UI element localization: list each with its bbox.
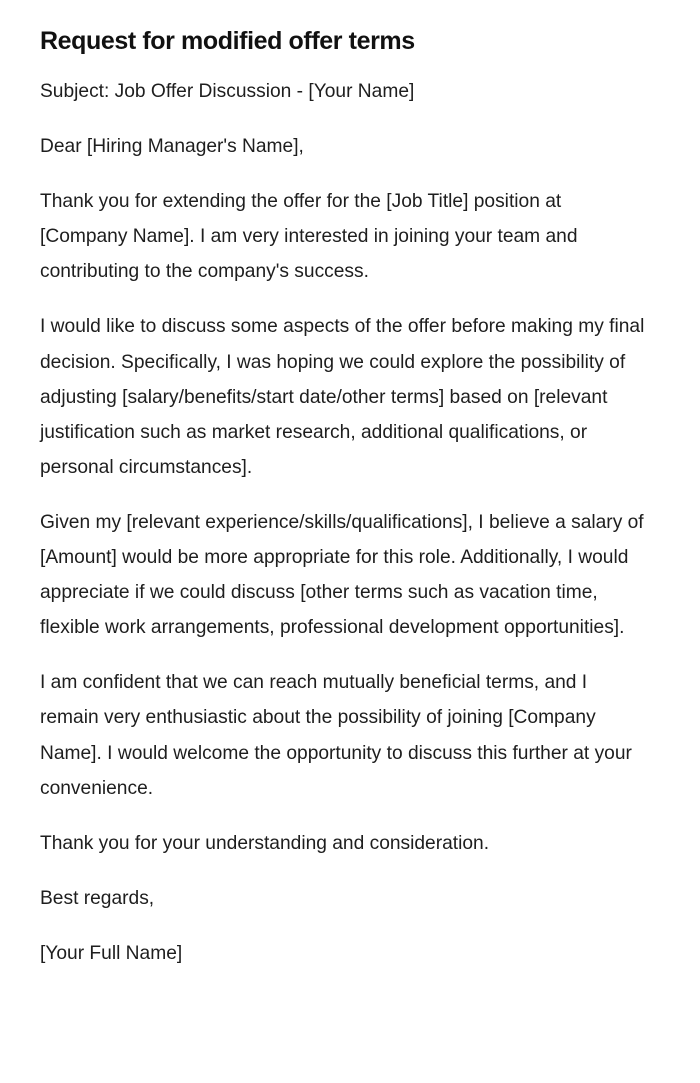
subject-line: Subject: Job Offer Discussion - [Your Name] — [40, 81, 415, 102]
signature-name: [Your Full Name] — [40, 942, 183, 964]
document-title: Request for modified offer terms — [40, 27, 415, 55]
thanks-line: Thank you for your understanding and consideration. — [40, 832, 490, 854]
closing-line: Best regards, — [40, 887, 155, 909]
body-paragraph-justification: Given my [relevant experience/skills/qualifications], I believe a salary of [Amount] would be more appropriate for this role. Additionally, I would appreciate if we could discuss [other terms such as vacation time, flexible work arrangements, professional development opportunities]. — [40, 511, 644, 639]
body-paragraph-closing: I am confident that we can reach mutually beneficial terms, and I remain very enthusiastic about the possibility of joining [Company Name]. I would welcome the opportunity to discuss this further at your convenience. — [40, 672, 632, 799]
salutation: Dear [Hiring Manager's Name], — [40, 136, 304, 158]
body-paragraph-intro: Thank you for extending the offer for the [Job Title] position at [Company Name]. I am very interested in joining your team and contributing to the company's success. — [40, 191, 578, 283]
body-paragraph-request: I would like to discuss some aspects of the offer before making my final decision. Specifically, I was hoping we could explore the possibility of adjusting [salary/benefits/start date/other terms] based on [relevant justification such as market research, additional qualifications, or personal circumstances]. — [40, 316, 645, 478]
letter-document — [40, 24, 650, 991]
